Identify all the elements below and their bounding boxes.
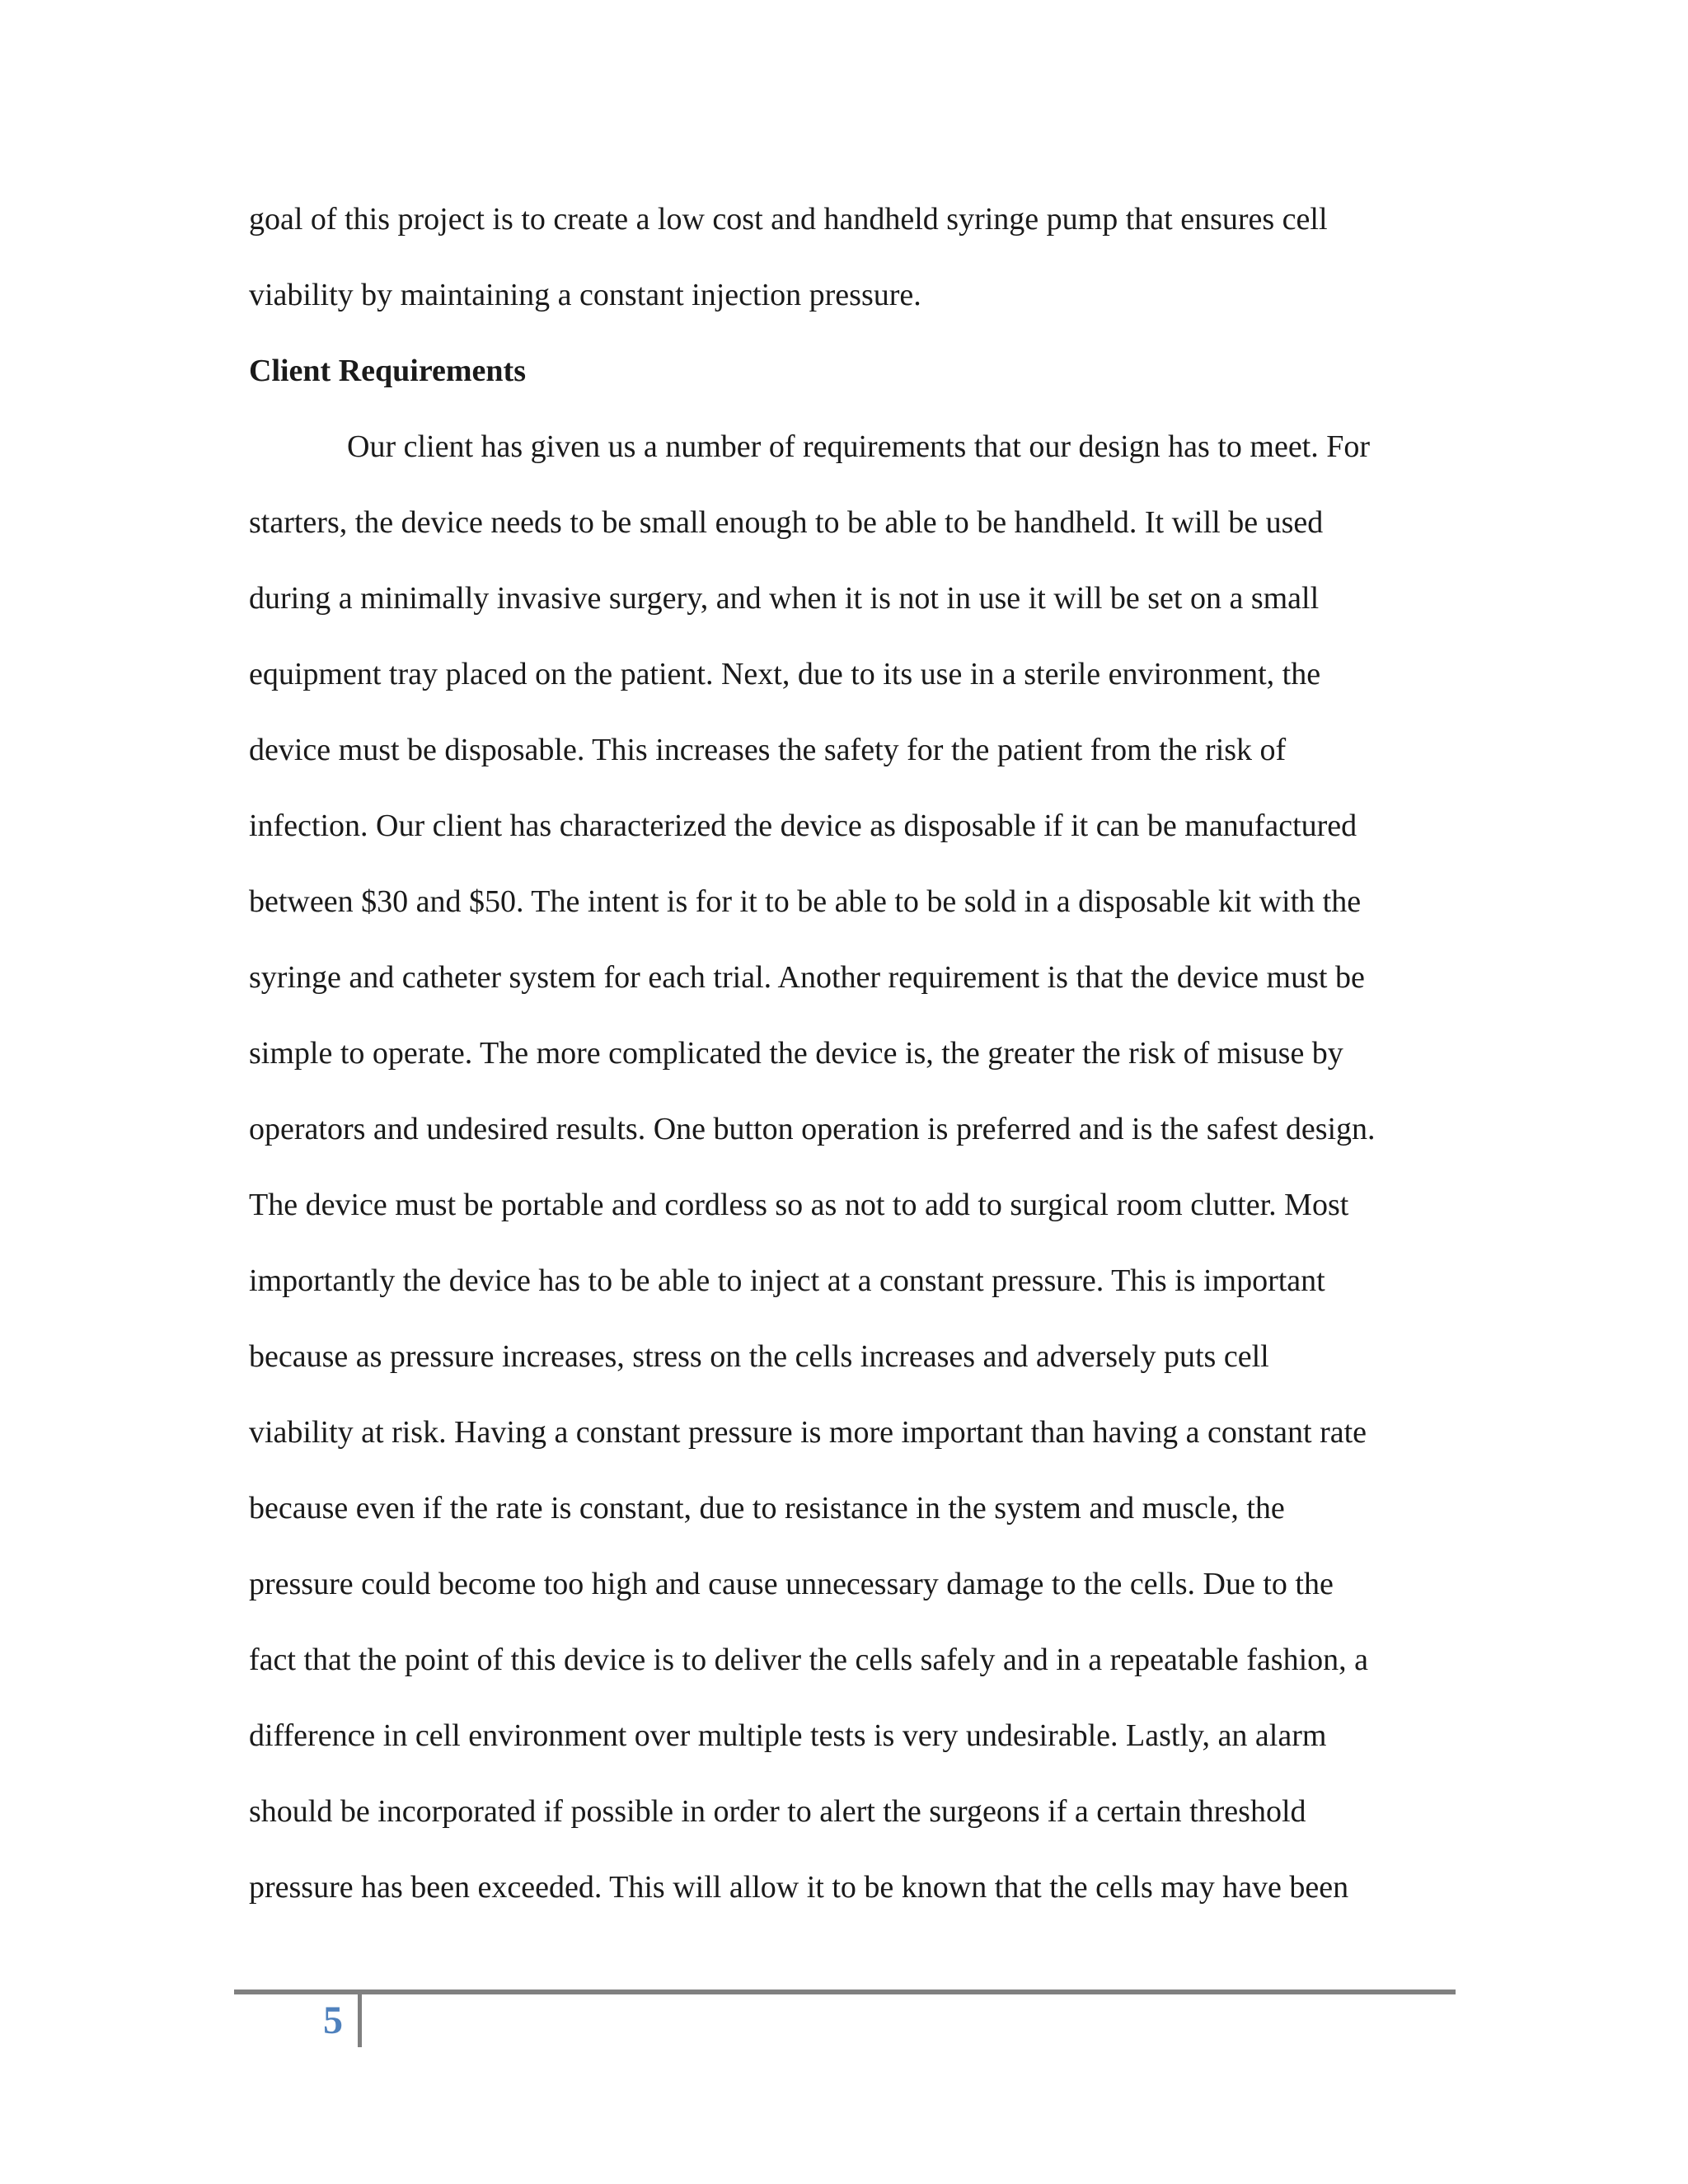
page-number: 5: [323, 1999, 343, 2042]
paragraph-line: pressure could become too high and cause unnecessary damage to the cells. Due to the: [249, 1567, 1334, 1601]
footer-divider: [358, 1994, 362, 2047]
paragraph-line: should be incorporated if possible in order to alert the surgeons if a certain threshold: [249, 1794, 1306, 1829]
paragraph-line: difference in cell environment over multiple tests is very undesirable. Lastly, an alarm: [249, 1718, 1327, 1753]
footer-rule: [234, 1990, 1456, 1994]
paragraph-line: simple to operate. The more complicated the device is, the greater the risk of misuse by: [249, 1036, 1343, 1071]
paragraph-line: infection. Our client has characterized the device as disposable if it can be manufactured: [249, 808, 1357, 843]
paragraph-line: because even if the rate is constant, due to resistance in the system and muscle, the: [249, 1491, 1285, 1526]
paragraph-line: fact that the point of this device is to deliver the cells safely and in a repeatable fashion, a: [249, 1643, 1368, 1677]
paragraph-line: importantly the device has to be able to inject at a constant pressure. This is important: [249, 1263, 1325, 1298]
paragraph-line: between $30 and $50. The intent is for it to be able to be sold in a disposable kit with the: [249, 884, 1362, 919]
paragraph-line: device must be disposable. This increases the safety for the patient from the risk of: [249, 733, 1287, 767]
paragraph-line: because as pressure increases, stress on the cells increases and adversely puts cell: [249, 1339, 1269, 1374]
paragraph-line: operators and undesired results. One button operation is preferred and is the safest design.: [249, 1112, 1376, 1146]
section-heading: Client Requirements: [249, 354, 526, 388]
paragraph-line: The device must be portable and cordless so as not to add to surgical room clutter. Most: [249, 1188, 1349, 1222]
paragraph-line: pressure has been exceeded. This will allow it to be known that the cells may have been: [249, 1870, 1349, 1905]
intro-line: goal of this project is to create a low cost and handheld syringe pump that ensures cell: [249, 202, 1328, 237]
paragraph-line: equipment tray placed on the patient. Next, due to its use in a sterile environment, the: [249, 657, 1321, 691]
paragraph-line: viability at risk. Having a constant pressure is more important than having a constant rate: [249, 1415, 1367, 1450]
paragraph-line: Our client has given us a number of requirements that our design has to meet. For: [347, 429, 1371, 464]
paragraph-line: during a minimally invasive surgery, and when it is not in use it will be set on a small: [249, 581, 1320, 616]
paragraph-line: syringe and catheter system for each trial. Another requirement is that the device must be: [249, 960, 1365, 995]
intro-line: viability by maintaining a constant injection pressure.: [249, 278, 921, 312]
paragraph-line: starters, the device needs to be small enough to be able to be handheld. It will be used: [249, 505, 1324, 540]
